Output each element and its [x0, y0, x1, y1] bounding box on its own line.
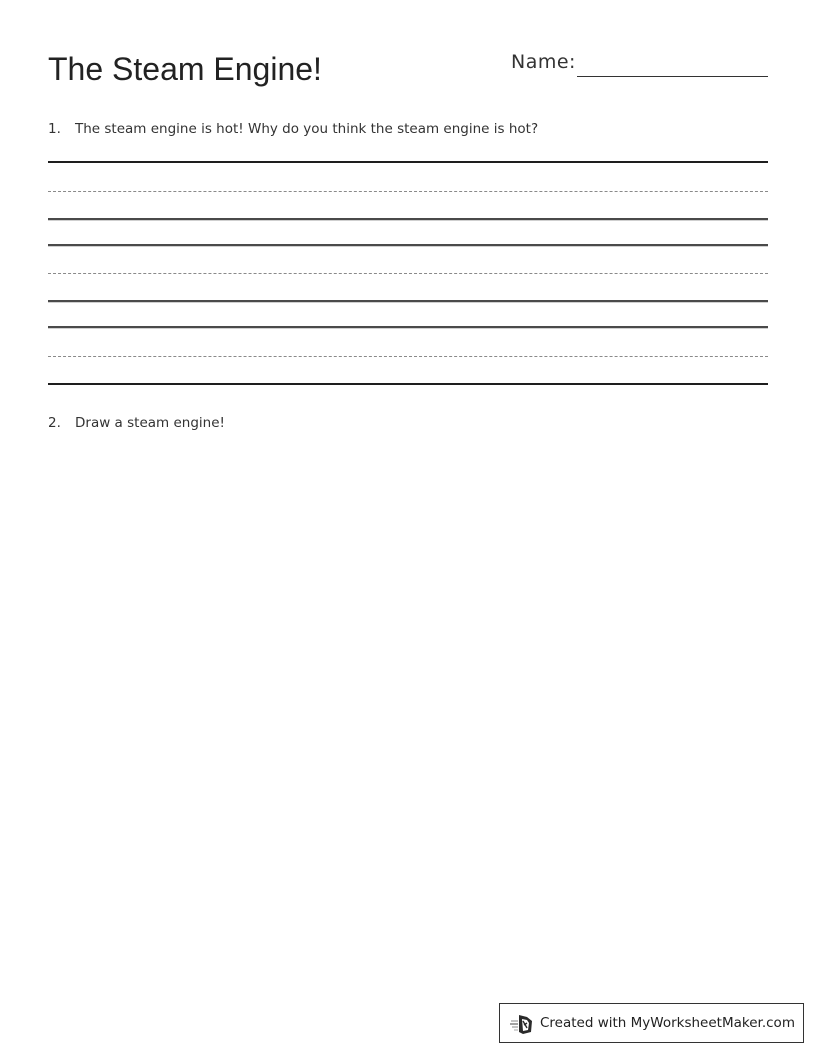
footer-badge[interactable]	[499, 1003, 804, 1043]
question-number: 1.	[48, 121, 61, 137]
page-title: The Steam Engine!	[48, 51, 322, 87]
worksheet-maker-logo-icon	[510, 1013, 534, 1035]
writing-line-midline	[48, 191, 768, 192]
question-text: The steam engine is hot! Why do you think the steam engine is hot?	[75, 121, 539, 137]
name-underline[interactable]	[577, 76, 768, 77]
question-number: 2.	[48, 415, 61, 431]
writing-line-midline	[48, 273, 768, 274]
drawing-area-question-2[interactable]	[48, 440, 768, 990]
writing-line-top	[48, 161, 768, 163]
writing-line-baseline	[48, 383, 768, 385]
question-text: Draw a steam engine!	[75, 415, 225, 431]
writing-line-baseline	[48, 218, 768, 221]
writing-line-top	[48, 244, 768, 247]
footer-text: Created with MyWorksheetMaker.com	[540, 1015, 795, 1031]
writing-line-top	[48, 326, 768, 329]
writing-line-midline	[48, 356, 768, 357]
name-label: Name:	[511, 51, 576, 73]
writing-line-baseline	[48, 300, 768, 303]
name-field[interactable]	[511, 51, 769, 81]
